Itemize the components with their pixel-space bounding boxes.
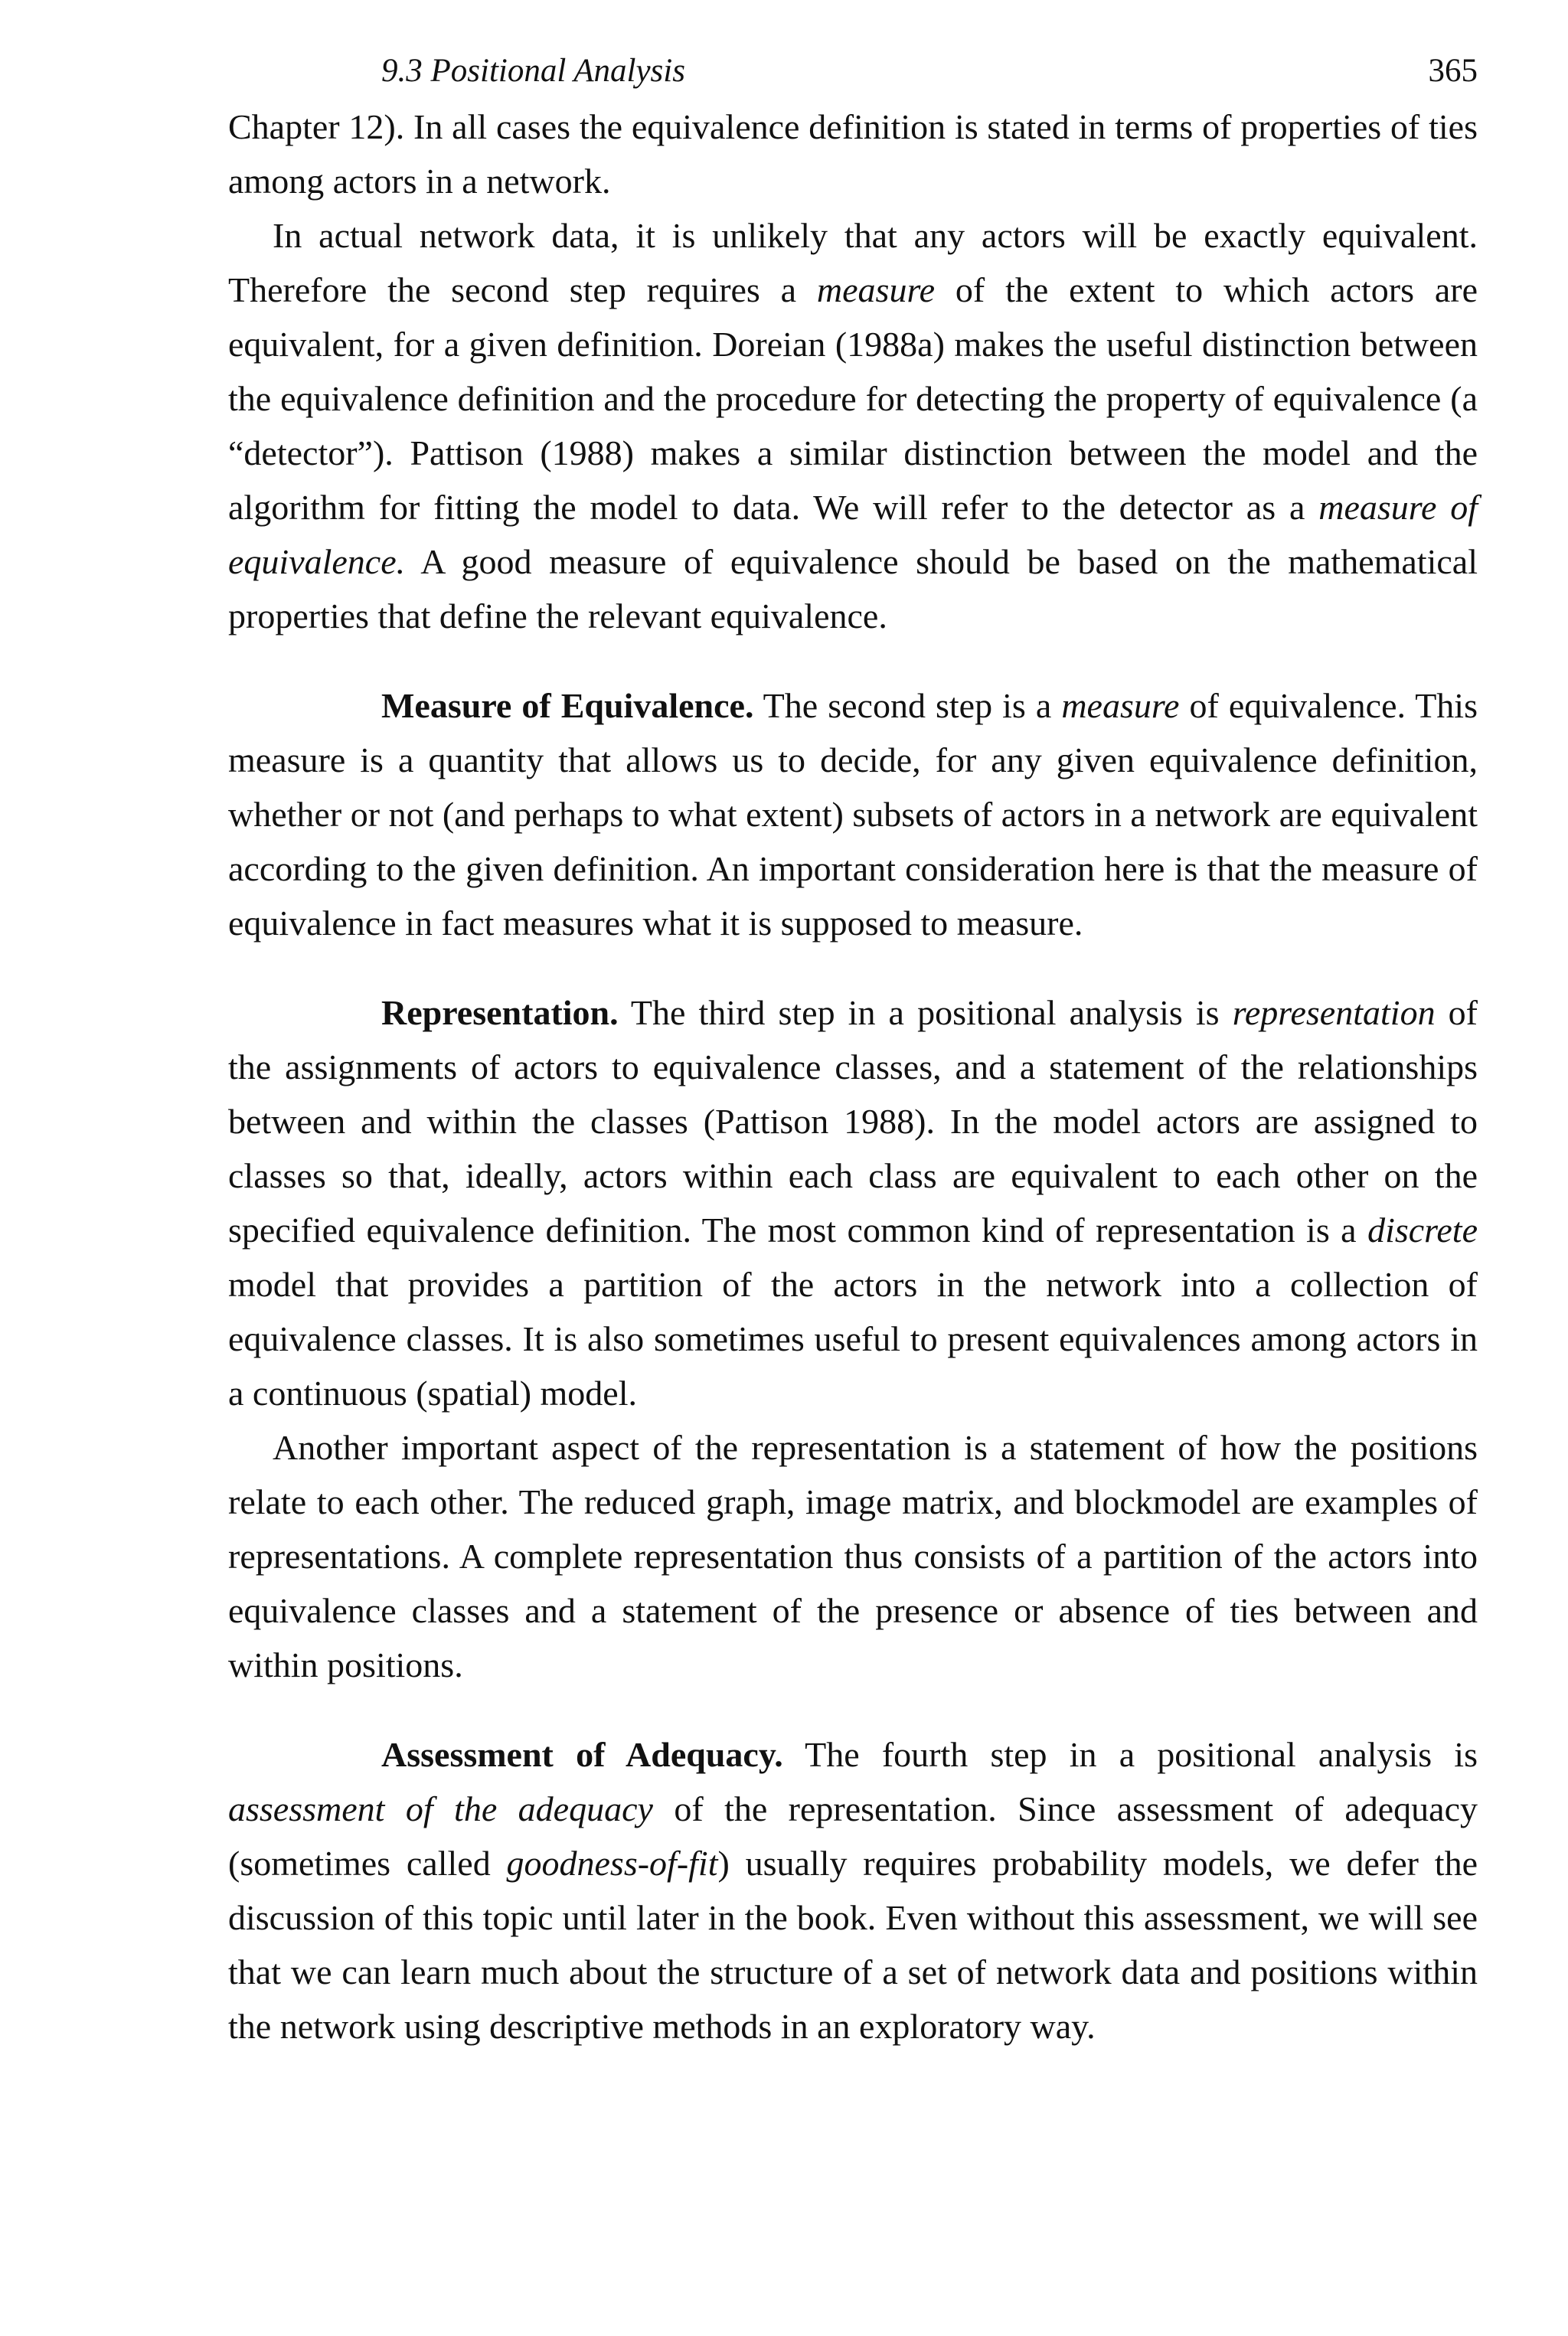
emphasis: measure of equivalence. <box>228 488 1478 581</box>
text-run: The second step is a <box>753 686 1062 725</box>
section-heading: Representation. <box>381 993 619 1032</box>
text-run: ) usually requires probability models, we defer the discussion of this topic until later in the book. Even without this assessment, we will see that we can learn much about the structure of a set of network data and positions within the network using descriptive methods in an exploratory way. <box>228 1844 1478 2046</box>
paragraph-continued: Chapter 12). In all cases the equivalence definition is stated in terms of properties of ties among actors in a network. <box>228 107 1478 201</box>
section-measure-of-equivalence <box>228 678 1478 950</box>
section-heading: Measure of Equivalence. <box>381 686 754 725</box>
text-run: In actual network data, it is unlikely that any actors will be exactly equivalent. Therefore the second step requires a <box>228 216 1478 309</box>
running-title: 9.3 Positional Analysis <box>381 53 685 89</box>
paragraph-another-aspect: Another important aspect of the representation is a statement of how the positions relate to each other. The reduced graph, image matrix, and blockmodel are examples of representations. A complete representation thus consists of a partition of the actors into equivalence classes and a statement of the presence or absence of ties between and within positions. <box>228 1428 1478 1684</box>
section-assessment-of-adequacy <box>228 1727 1478 2053</box>
text-run: of the extent to which actors are equivalent, for a given definition. Doreian (1988a) makes the useful distinction between the equivalence definition and the procedure for detecting the property of equivalence (a “detector”). Pattison (1988) makes a similar distinction between the model and the algorithm for fitting the model to data. We will refer to the detector as a <box>228 270 1478 527</box>
text-run: A good measure of equivalence should be based on the mathematical properties that define the relevant equivalence. <box>228 542 1478 635</box>
emphasis: representation <box>1232 993 1436 1032</box>
page-number: 365 <box>1428 53 1478 89</box>
text-run: The fourth step in a positional analysis is <box>782 1735 1478 1774</box>
book-page <box>228 46 1478 2053</box>
paragraph-actual-network-data <box>228 208 1478 643</box>
text-run: The third step in a positional analysis is <box>618 993 1233 1032</box>
text-run: of equivalence. This measure is a quantity that allows us to decide, for any given equivalence definition, whether or not (and perhaps to what extent) subsets of actors in a network are equivalent according to the given definition. An important consideration here is that the measure of equivalence in fact measures what it is supposed to measure. <box>228 686 1478 943</box>
text-run: model that provides a partition of the actors in the network into a collection of equivalence classes. It is also sometimes useful to present equivalences among actors in a continuous (spatial) model. <box>228 1265 1478 1413</box>
section-heading: Assessment of Adequacy. <box>381 1735 783 1774</box>
text-run: of the assignments of actors to equivalence classes, and a statement of the relationships between and within the classes (Pattison 1988). In the model actors are assigned to classes so that, ideally, actors within each class are equivalent to each other on the specified equivalence definition. The most common kind of representation is a <box>228 993 1478 1250</box>
section-representation <box>228 985 1478 1420</box>
text-run: of the representation. Since assessment of adequacy (sometimes called <box>228 1789 1478 1883</box>
emphasis: goodness-of-fit <box>506 1844 718 1883</box>
emphasis: assessment of the adequacy <box>228 1789 653 1828</box>
emphasis: discrete <box>1367 1210 1478 1250</box>
emphasis: measure <box>816 270 936 309</box>
emphasis: measure <box>1061 686 1180 725</box>
page-header <box>228 46 1478 100</box>
